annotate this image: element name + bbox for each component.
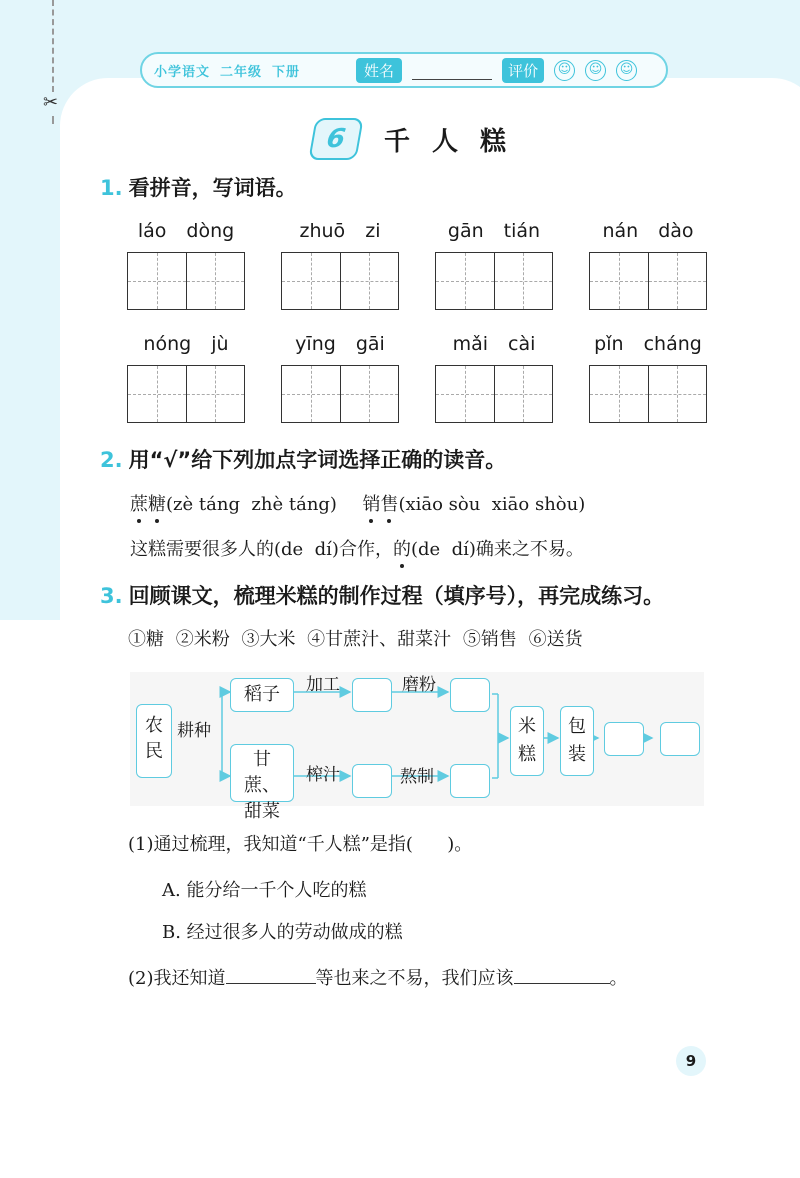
pinyin-options[interactable]: (zè táng zhè táng) bbox=[166, 494, 337, 515]
answer-box[interactable] bbox=[450, 764, 490, 798]
answer-box[interactable] bbox=[352, 678, 392, 712]
squeeze-label: 榨汁 bbox=[306, 765, 340, 785]
lesson-heading bbox=[312, 118, 528, 160]
smile-face-icon[interactable]: ☺ bbox=[554, 60, 575, 81]
pinyin-label: nóng jù bbox=[143, 333, 229, 355]
sentence-part: 这糕需要很多人的 bbox=[130, 539, 274, 560]
name-field[interactable] bbox=[412, 61, 492, 80]
dotted-char: 糖 bbox=[148, 494, 166, 515]
grind-label: 磨粉 bbox=[402, 675, 436, 695]
writing-grid[interactable] bbox=[127, 365, 245, 423]
packaging-box: 包装 bbox=[560, 706, 594, 776]
header-subject: 小学语文 bbox=[154, 64, 211, 80]
answer-box[interactable] bbox=[450, 678, 490, 712]
header-bar bbox=[140, 52, 668, 88]
writing-grid[interactable] bbox=[435, 252, 553, 310]
sub-question-1: (1)通过梳理，我知道“千人糕”是指( )。 bbox=[128, 834, 473, 855]
sentence-part[interactable]: (de dí)确来之不易。 bbox=[410, 539, 584, 560]
cut-line-bottom bbox=[52, 116, 54, 124]
sentence-part[interactable]: (de dí)合作， bbox=[274, 539, 393, 560]
header-grade: 二年级 bbox=[220, 64, 263, 80]
answer-blank[interactable] bbox=[514, 965, 610, 984]
pinyin-label: mǎi cài bbox=[452, 333, 536, 355]
sub-question-2 bbox=[128, 964, 628, 990]
flow-chart bbox=[130, 672, 704, 822]
header-volume: 下册 bbox=[272, 64, 301, 80]
dotted-char: 蔗 bbox=[130, 494, 148, 515]
farming-label: 耕种 bbox=[177, 721, 211, 741]
neutral-face-icon[interactable]: ☺ bbox=[616, 60, 637, 81]
eval-label: 评价 bbox=[502, 58, 544, 83]
pinyin-options[interactable]: (xiāo sòu xiāo shòu) bbox=[398, 494, 586, 515]
dotted-char: 的 bbox=[392, 539, 411, 560]
question-number: 2. bbox=[100, 448, 123, 472]
question-number: 3. bbox=[100, 584, 123, 608]
dotted-char: 售 bbox=[380, 494, 399, 515]
sub2-part: (2)我还知道 bbox=[128, 968, 226, 989]
question-title: 用“√”给下列加点字词选择正确的读音。 bbox=[128, 448, 507, 472]
writing-grid[interactable] bbox=[589, 252, 707, 310]
pinyin-label: láo dòng bbox=[137, 220, 235, 242]
option-b[interactable]: B. 经过很多人的劳动做成的糕 bbox=[162, 922, 403, 943]
reading-line-1 bbox=[130, 490, 585, 516]
page-number: 9 bbox=[676, 1046, 706, 1076]
pinyin-label: pǐn cháng bbox=[594, 333, 702, 355]
question-title: 回顾课文，梳理米糕的制作过程（填序号），再完成练习。 bbox=[128, 584, 665, 608]
reading-line-2 bbox=[130, 535, 584, 561]
answer-blank[interactable] bbox=[226, 965, 316, 984]
options-line: ①糖 ②米粉 ③大米 ④甘蔗汁、甜菜汁 ⑤销售 ⑥送货 bbox=[128, 629, 583, 650]
sub2-part: 等也来之不易，我们应该 bbox=[315, 968, 514, 989]
option-a[interactable]: A. 能分给一千个人吃的糕 bbox=[162, 880, 367, 901]
scissors-icon: ✂ bbox=[43, 92, 59, 113]
pinyin-label: yīng gāi bbox=[295, 333, 385, 355]
process-label: 加工 bbox=[306, 675, 340, 695]
question-2 bbox=[100, 444, 506, 474]
pinyin-label: nán dào bbox=[602, 220, 694, 242]
sub2-part: 。 bbox=[609, 968, 628, 989]
question-number: 1. bbox=[100, 176, 123, 200]
cane-box: 甘蔗、甜菜 bbox=[230, 744, 294, 802]
writing-grid[interactable] bbox=[435, 365, 553, 423]
question-1 bbox=[100, 172, 297, 202]
pinyin-label: zhuō zi bbox=[299, 220, 381, 242]
question-title: 看拼音，写词语。 bbox=[128, 176, 297, 200]
answer-box[interactable] bbox=[604, 722, 644, 756]
boil-label: 熬制 bbox=[400, 767, 434, 787]
writing-grid[interactable] bbox=[589, 365, 707, 423]
writing-grid[interactable] bbox=[281, 365, 399, 423]
writing-grid[interactable] bbox=[281, 252, 399, 310]
pinyin-label: gān tián bbox=[447, 220, 541, 242]
cut-line bbox=[52, 0, 54, 92]
answer-box[interactable] bbox=[352, 764, 392, 798]
happy-face-icon[interactable]: ☺ bbox=[585, 60, 606, 81]
name-label: 姓名 bbox=[356, 58, 402, 83]
writing-grid[interactable] bbox=[127, 252, 245, 310]
farmer-box: 农民 bbox=[136, 704, 172, 778]
answer-box[interactable] bbox=[660, 722, 700, 756]
lesson-title: 千人糕 bbox=[384, 126, 529, 157]
lesson-number: 6 bbox=[308, 118, 363, 160]
rice-box: 稻子 bbox=[230, 678, 294, 712]
dotted-char: 销 bbox=[362, 494, 381, 515]
question-3 bbox=[100, 580, 664, 610]
rice-cake-box: 米糕 bbox=[510, 706, 544, 776]
